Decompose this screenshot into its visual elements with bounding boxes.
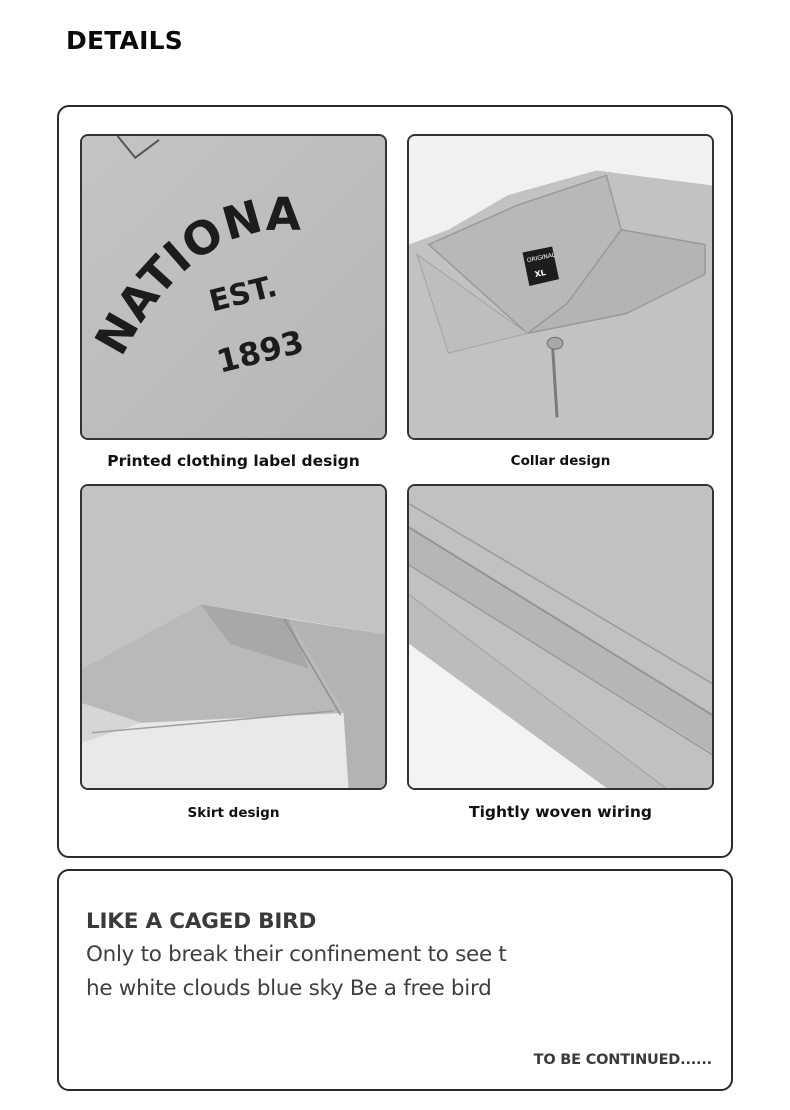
details-panel [57, 105, 733, 858]
story-line-1: Only to break their confinement to see t [86, 942, 507, 967]
seam-closeup-image [409, 486, 712, 788]
detail-photo-hem [80, 484, 387, 790]
collar-closeup-image [409, 136, 712, 438]
detail-photo-print [80, 134, 387, 440]
print-year: 1893 [213, 324, 308, 381]
story-line-2: he white clouds blue sky Be a free bird [86, 976, 492, 1001]
detail-photo-seam [407, 484, 714, 790]
story-tagline: LIKE A CAGED BIRD [86, 909, 317, 934]
tag-size: XL [533, 267, 547, 280]
caption-hem: Skirt design [187, 805, 280, 821]
tag-brand: ORIGINAL [526, 252, 556, 265]
story-panel [57, 869, 733, 1091]
print-est: EST. [205, 268, 281, 319]
print-word: NATIONA [84, 187, 302, 364]
to-be-continued: TO BE CONTINUED...... [533, 1052, 712, 1068]
hem-closeup-image [82, 486, 385, 788]
caption-seam: Tightly woven wiring [469, 803, 652, 821]
section-title: DETAILS [66, 26, 183, 55]
detail-photo-collar [407, 134, 714, 440]
caption-collar: Collar design [510, 453, 611, 469]
print-closeup-image [82, 136, 385, 438]
caption-print: Printed clothing label design [107, 452, 360, 470]
